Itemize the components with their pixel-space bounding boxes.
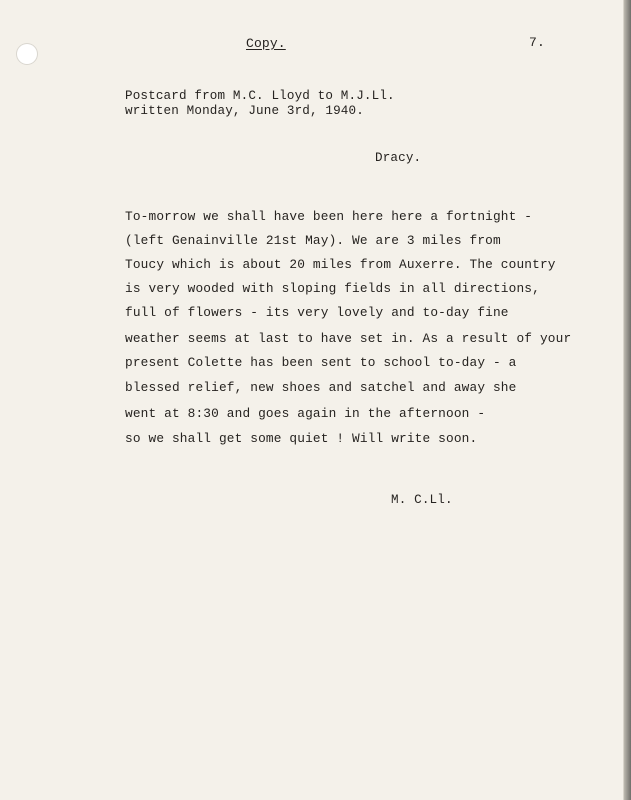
letter-line: present Colette has been sent to school to-day - a: [125, 355, 517, 370]
signature: M. C.Ll.: [391, 493, 453, 507]
letter-line: blessed relief, new shoes and satchel and away she: [125, 380, 517, 395]
postcard-header-line: Postcard from M.C. Lloyd to M.J.Ll.: [125, 89, 395, 103]
letter-line: went at 8:30 and goes again in the afternoon -: [125, 406, 486, 421]
document-heading: Copy.: [246, 36, 286, 51]
letter-line: so we shall get some quiet ! Will write soon.: [125, 431, 478, 446]
place-name: Dracy.: [375, 151, 422, 165]
letter-line: is very wooded with sloping fields in all directions,: [125, 281, 540, 296]
letter-line: To-morrow we shall have been here here a fortnight -: [125, 209, 533, 224]
letter-line: full of flowers - its very lovely and to-day fine: [125, 305, 509, 320]
page-edge: [624, 0, 631, 800]
page-number: 7.: [529, 35, 545, 50]
letter-line: Toucy which is about 20 miles from Auxerre. The country: [125, 257, 556, 272]
punch-hole: [17, 44, 37, 64]
letter-line: weather seems at last to have set in. As a result of your: [125, 331, 572, 346]
letter-line: (left Genainville 21st May). We are 3 miles from: [125, 233, 501, 248]
postcard-date-line: written Monday, June 3rd, 1940.: [125, 104, 364, 118]
